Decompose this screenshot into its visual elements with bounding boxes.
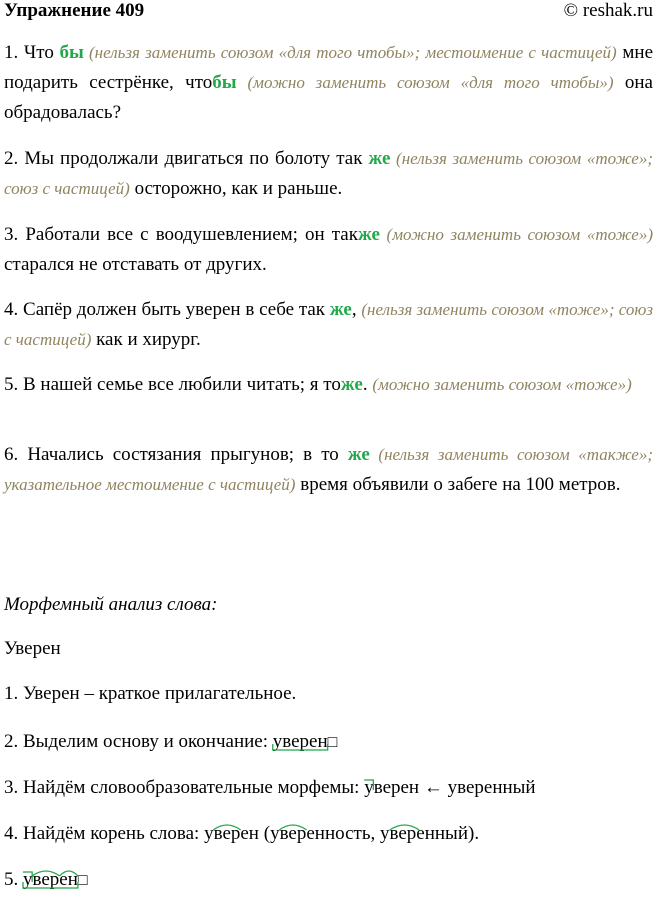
sentence-text: 4. Сапёр должен быть уверен в себе так <box>4 299 330 320</box>
morph-step-5 <box>4 865 653 896</box>
header <box>4 0 653 26</box>
step5-word: уверен <box>23 869 78 890</box>
step5-label: 5. <box>4 869 23 890</box>
step2-stem: уверен <box>272 731 328 752</box>
highlight-word: же <box>329 299 352 320</box>
sentence-text: 6. Начались состязания прыгунов; в то <box>4 444 348 465</box>
highlight-word: же <box>357 224 380 245</box>
exercise-item-4 <box>4 295 653 355</box>
step3-label: 3. Найдём словообразовательные морфемы: <box>4 777 365 798</box>
site-credit: © reshak.ru <box>563 0 653 21</box>
null-ending-box: □ <box>327 734 338 751</box>
highlight-word: же <box>340 374 363 395</box>
step4-sep: , <box>370 823 380 844</box>
exercise-item-2 <box>4 144 653 204</box>
sentence-text: осторожно, как и раньше. <box>129 178 343 199</box>
step4-related-1: уверенность <box>270 823 371 844</box>
step4-close: ). <box>468 823 480 844</box>
highlight-word: же <box>347 444 370 465</box>
grammar-note: (нельзя заменить союзом «также»; указательное местоимение с частицей) <box>4 445 653 494</box>
grammar-note: (можно заменить союзом «тоже») <box>379 225 653 244</box>
sentence-text: время объявили о забеге на 100 метров. <box>295 474 621 495</box>
highlight-word: же <box>368 148 391 169</box>
step4-related-2: уверенный <box>380 823 468 844</box>
step5-null-ending-box: □ <box>77 872 88 889</box>
grammar-note: (нельзя заменить союзом «для того чтобы»; местоимение с частицей) <box>83 43 617 62</box>
grammar-note: (можно заменить союзом «для того чтобы») <box>236 73 614 92</box>
sentence-text: как и хирург. <box>91 329 201 350</box>
sentence-text: , <box>351 299 362 320</box>
exercise-item-6 <box>4 440 653 500</box>
step4-label: 4. Найдём корень слова: <box>4 823 205 844</box>
sentence-text: 5. В нашей семье все любили читать; я то <box>4 374 341 395</box>
exercise-item-3 <box>4 220 653 280</box>
morph-heading: Морфемный анализ слова: <box>4 594 218 615</box>
grammar-note: (нельзя заменить союзом «тоже»; союз с частицей) <box>4 149 653 198</box>
highlight-word: бы <box>59 42 84 63</box>
exercise-item-5 <box>4 370 653 400</box>
sentence-text: . <box>362 374 373 395</box>
step2-label: 2. Выделим основу и окончание: <box>4 731 273 752</box>
morph-step-2 <box>4 727 653 758</box>
morph-step-3 <box>4 773 653 803</box>
sentence-text: 2. Мы продолжали двигаться по болоту так <box>4 148 369 169</box>
sentence-text: старался не отставать от других. <box>4 254 267 275</box>
exercise-item-1 <box>4 38 653 128</box>
highlight-word: бы <box>212 72 237 93</box>
grammar-note: (нельзя заменить союзом «тоже»; союз с частицей) <box>4 300 654 349</box>
grammar-note: (можно заменить союзом «тоже») <box>372 375 632 394</box>
step4-open: ( <box>258 823 271 844</box>
morph-step-1: 1. Уверен – краткое прилагательное. <box>4 683 297 704</box>
sentence-text: 3. Работали все с воодушевлением; он так <box>4 224 358 245</box>
sentence-text: 1. Что <box>4 42 60 63</box>
morph-word: Уверен <box>4 638 61 659</box>
step3-derivation: ← уверенный <box>419 777 536 798</box>
step3-word: уверен <box>364 777 420 798</box>
sentence-text: она обрадовалась? <box>4 72 653 123</box>
sentence-text: мне подарить сестрёнке, что <box>4 42 654 93</box>
exercise-title: Упражнение 409 <box>4 0 145 21</box>
morph-step-4 <box>4 819 653 849</box>
step4-word: уверен <box>204 823 259 844</box>
